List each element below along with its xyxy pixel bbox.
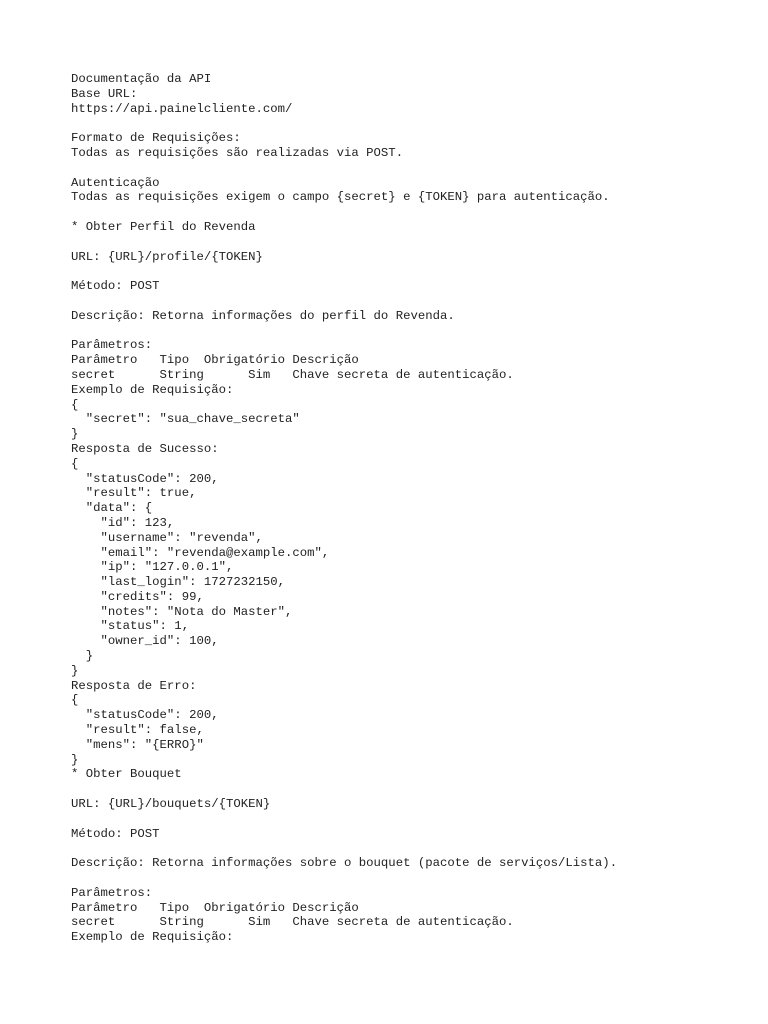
text-line: Todas as requisições são realizadas via POST. [71,145,404,160]
text-line: Descrição: Retorna informações sobre o bouquet (pacote de serviços/Lista). [71,856,618,871]
blank-line [71,782,758,797]
text-line: Documentação da API [71,72,212,86]
blank-line [71,116,758,131]
blank-line [71,161,758,176]
text-line: Todas as requisições exigem o campo {secret} e {TOKEN} para autenticação. [71,190,610,205]
text-line: Resposta de Sucesso: [71,441,219,456]
text-line: Base URL: [71,86,138,101]
text-line: "ip": "127.0.0.1", [71,560,234,575]
text-line: "username": "revenda", [71,530,263,545]
text-line: "credits": 99, [71,589,204,604]
blank-line [71,841,758,856]
blank-line [71,812,758,827]
text-line: Autenticação [71,175,160,190]
text-line: { [71,397,79,412]
text-line: "statusCode": 200, [71,708,219,723]
text-line: Exemplo de Requisição: [71,382,234,397]
text-line: "data": { [71,501,153,516]
blank-line [71,205,758,220]
blank-line [71,235,758,250]
text-line: } [71,649,94,664]
text-line: Parâmetros: [71,885,153,900]
text-line: "mens": "{ERRO}" [71,737,204,752]
document-body [71,72,758,945]
text-line: "email": "revenda@example.com", [71,545,330,560]
text-line: Resposta de Erro: [71,678,197,693]
text-line: Parâmetro Tipo Obrigatório Descrição [71,900,359,915]
text-line: "last_login": 1727232150, [71,575,286,590]
text-line: "statusCode": 200, [71,471,219,486]
text-line: "id": 123, [71,515,175,530]
text-line: * Obter Perfil do Revenda [71,219,256,234]
text-line: "result": false, [71,723,204,738]
blank-line [71,871,758,886]
text-line: Parâmetros: [71,338,153,353]
text-line: "result": true, [71,486,197,501]
text-line: secret String Sim Chave secreta de autenticação. [71,367,514,382]
blank-line [71,294,758,309]
text-line: } [71,663,79,678]
text-line: "status": 1, [71,619,190,634]
text-line: "notes": "Nota do Master", [71,604,293,619]
text-line: URL: {URL}/bouquets/{TOKEN} [71,797,271,812]
text-line: Descrição: Retorna informações do perfil do Revenda. [71,308,455,323]
text-line: { [71,693,79,708]
text-line: } [71,427,79,442]
text-line: Parâmetro Tipo Obrigatório Descrição [71,353,359,368]
blank-line [71,264,758,279]
text-line: } [71,752,79,767]
text-line: https://api.painelcliente.com/ [71,101,293,116]
text-line: URL: {URL}/profile/{TOKEN} [71,249,263,264]
blank-line [71,324,758,339]
text-line: { [71,456,79,471]
text-line: Exemplo de Requisição: [71,930,234,945]
text-line: Formato de Requisições: [71,131,241,146]
text-line: "secret": "sua_chave_secreta" [71,412,300,427]
text-line: Método: POST [71,279,160,294]
text-line: * Obter Bouquet [71,767,182,782]
text-line: secret String Sim Chave secreta de autenticação. [71,915,514,930]
text-line: Método: POST [71,826,160,841]
text-line: "owner_id": 100, [71,634,219,649]
